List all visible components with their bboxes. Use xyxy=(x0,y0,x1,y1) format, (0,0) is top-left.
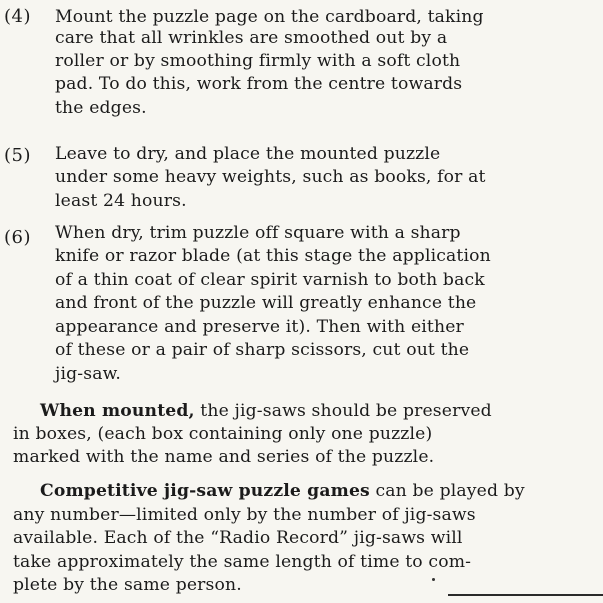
paragraph-first-rest: can be played by xyxy=(369,481,525,501)
paragraph-line: plete by the same person. xyxy=(13,575,242,595)
step-line: of a thin coat of clear spirit varnish to both back xyxy=(55,270,485,290)
step-line: pad. To do this, work from the centre towards xyxy=(55,74,463,94)
step-line: under some heavy weights, such as books, for at xyxy=(55,167,486,187)
paragraph-line: available. Each of the “Radio Record” jig-saws will xyxy=(13,528,463,548)
paragraph-first-rest: the jig-saws should be preserved xyxy=(194,401,492,421)
step-line: least 24 hours. xyxy=(55,191,187,211)
paragraph-first-line xyxy=(40,481,525,501)
step-number: (5) xyxy=(4,145,31,166)
print-speck xyxy=(432,578,435,581)
paragraph-lead: When mounted, xyxy=(40,401,195,421)
step-line: of these or a pair of sharp scissors, cut out the xyxy=(55,340,470,360)
step-line: and front of the puzzle will greatly enhance the xyxy=(55,293,477,313)
step-line: When dry, trim puzzle off square with a sharp xyxy=(55,223,461,243)
bottom-rule xyxy=(448,594,603,596)
paragraph-line: take approximately the same length of time to com- xyxy=(13,552,472,572)
step-line: care that all wrinkles are smoothed out by a xyxy=(55,28,448,48)
step-number: (4) xyxy=(4,6,31,27)
step-line: knife or razor blade (at this stage the application xyxy=(55,246,491,266)
paragraph-first-line xyxy=(40,401,492,421)
paragraph-line: marked with the name and series of the puzzle. xyxy=(13,447,435,467)
step-line: appearance and preserve it). Then with either xyxy=(55,317,464,337)
step-line: the edges. xyxy=(55,98,147,118)
step-line: Mount the puzzle page on the cardboard, taking xyxy=(55,7,484,27)
paragraph-line: in boxes, (each box containing only one puzzle) xyxy=(13,424,433,444)
paragraph-lead: Competitive jig-saw puzzle games xyxy=(40,481,370,501)
step-line: Leave to dry, and place the mounted puzzle xyxy=(55,144,441,164)
step-line: jig-saw. xyxy=(55,364,122,384)
step-line: roller or by smoothing firmly with a soft cloth xyxy=(55,51,461,71)
paragraph-line: any number—limited only by the number of jig-saws xyxy=(13,505,476,525)
step-number: (6) xyxy=(4,227,31,248)
